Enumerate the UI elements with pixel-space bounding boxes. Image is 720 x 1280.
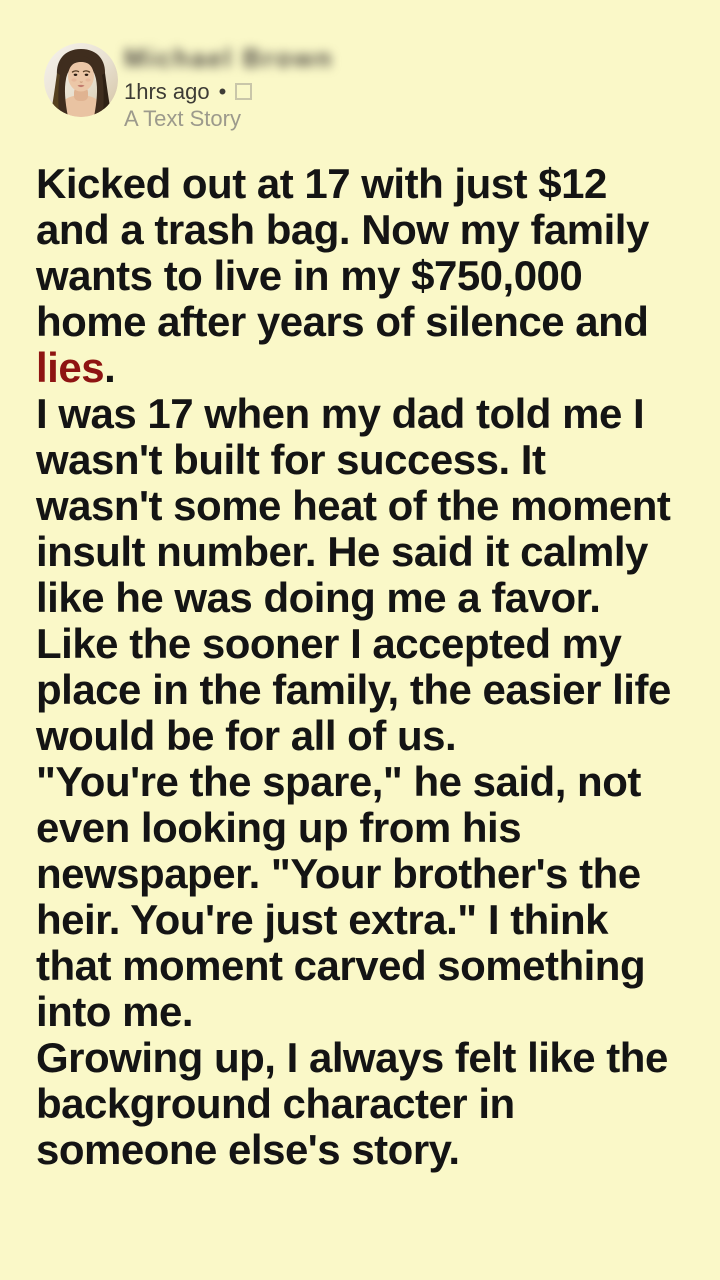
avatar[interactable]	[44, 43, 118, 117]
highlighted-word: lies	[36, 344, 105, 391]
dot-separator: •	[218, 79, 227, 104]
story-segment: I was 17 when my dad told me I	[36, 390, 645, 437]
story-line	[36, 621, 720, 667]
story-segment: into me.	[36, 988, 194, 1035]
story-segment: wasn't some heat of the moment	[36, 482, 671, 529]
story-segment: and a trash bag. Now my family	[36, 206, 649, 253]
story-line	[36, 667, 720, 713]
story-segment: someone else's story.	[36, 1126, 460, 1173]
story-line	[36, 759, 720, 805]
story-line	[36, 299, 720, 345]
timestamp: 1hrs ago	[124, 79, 210, 104]
story-segment: heir. You're just extra." I think	[36, 896, 609, 943]
story-line	[36, 345, 720, 391]
story-segment: Growing up, I always felt like the	[36, 1034, 668, 1081]
story-segment: Like the sooner I accepted my	[36, 620, 622, 667]
story-line	[36, 437, 720, 483]
story-line	[36, 253, 720, 299]
story-line	[36, 1035, 720, 1081]
story-segment: place in the family, the easier life	[36, 666, 671, 713]
story-line	[36, 161, 720, 207]
story-line	[36, 1127, 720, 1173]
story-line	[36, 989, 720, 1035]
story-line	[36, 391, 720, 437]
story-line	[36, 943, 720, 989]
story-segment: wants to live in my $750,000	[36, 252, 583, 299]
post-header-text	[124, 43, 333, 131]
story-segment: would be for all of us.	[36, 712, 457, 759]
post-header	[44, 43, 333, 131]
post-meta	[124, 79, 333, 105]
story-segment: like he was doing me a favor.	[36, 574, 601, 621]
story-line	[36, 207, 720, 253]
story-line	[36, 483, 720, 529]
story-segment: Kicked out at 17 with just $12	[36, 160, 607, 207]
story-line	[36, 575, 720, 621]
privacy-icon-placeholder	[235, 83, 252, 100]
story-segment: insult number. He said it calmly	[36, 528, 648, 575]
story-segment: background character in	[36, 1080, 515, 1127]
avatar-portrait	[44, 43, 118, 117]
story-line	[36, 529, 720, 575]
story-segment: home after years of silence and	[36, 298, 649, 345]
story-line	[36, 805, 720, 851]
story-line	[36, 851, 720, 897]
story-line	[36, 713, 720, 759]
story-line	[36, 897, 720, 943]
story-segment: "You're the spare," he said, not	[36, 758, 641, 805]
story-segment: even looking up from his	[36, 804, 522, 851]
story-segment: wasn't built for success. It	[36, 436, 546, 483]
story-segment: that moment carved something	[36, 942, 646, 989]
story-segment: newspaper. "Your brother's the	[36, 850, 641, 897]
story-segment: .	[104, 344, 116, 391]
post-subtitle: A Text Story	[124, 106, 241, 131]
story-line	[36, 1081, 720, 1127]
story-text	[36, 161, 720, 1173]
author-name[interactable]: Michael Brown	[124, 43, 334, 73]
